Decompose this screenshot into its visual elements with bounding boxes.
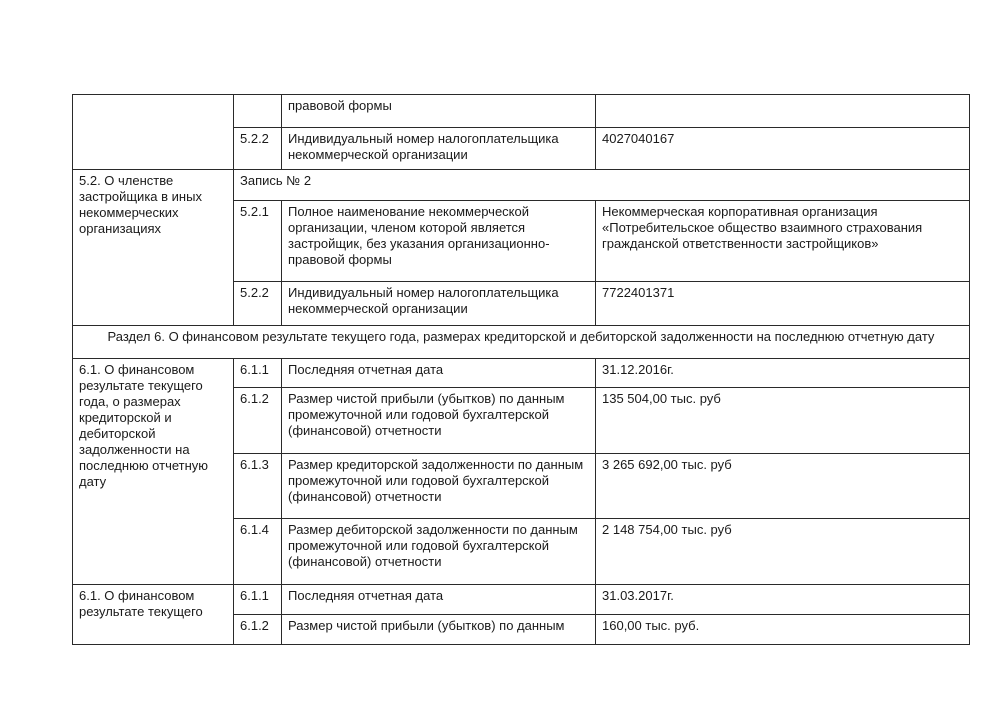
item-number: 6.1.2 — [234, 388, 282, 454]
item-number: 6.1.1 — [234, 585, 282, 615]
table-row — [73, 170, 970, 201]
item-label: Размер чистой прибыли (убытков) по данным промежуточной или годовой бухгалтерской (финансовой) отчетности — [282, 388, 596, 454]
item-value: 4027040167 — [596, 128, 970, 170]
group-title-5-2: 5.2. О членстве застройщика в иных некоммерческих организациях — [73, 170, 234, 326]
item-number: 5.2.2 — [234, 128, 282, 170]
item-value: 2 148 754,00 тыс. руб — [596, 519, 970, 585]
item-label: Размер чистой прибыли (убытков) по данным — [282, 615, 596, 645]
table-row — [73, 326, 970, 359]
item-label: Индивидуальный номер налогоплательщика некоммерческой организации — [282, 128, 596, 170]
item-number: 6.1.1 — [234, 359, 282, 388]
item-number: 6.1.2 — [234, 615, 282, 645]
item-value: 31.03.2017г. — [596, 585, 970, 615]
item-label: правовой формы — [282, 95, 596, 128]
item-value: 3 265 692,00 тыс. руб — [596, 454, 970, 519]
item-value: 31.12.2016г. — [596, 359, 970, 388]
section-6-heading: Раздел 6. О финансовом результате текущего года, размерах кредиторской и дебиторской задолженности на последнюю отчетную дату — [73, 326, 970, 359]
record-title: Запись № 2 — [234, 170, 970, 201]
item-value: 135 504,00 тыс. руб — [596, 388, 970, 454]
item-label: Размер дебиторской задолженности по данным промежуточной или годовой бухгалтерской (финансовой) отчетности — [282, 519, 596, 585]
item-label: Последняя отчетная дата — [282, 585, 596, 615]
item-number — [234, 95, 282, 128]
item-number: 5.2.1 — [234, 201, 282, 282]
group-title-6-1: 6.1. О финансовом результате текущего года, о размерах кредиторской и дебиторской задолженности на последнюю отчетную дату — [73, 359, 234, 585]
table-row — [73, 359, 970, 388]
item-number: 5.2.2 — [234, 282, 282, 326]
group-title-6-1-second: 6.1. О финансовом результате текущего — [73, 585, 234, 645]
disclosure-table — [72, 94, 970, 645]
group-cell-empty — [73, 95, 234, 170]
item-number: 6.1.3 — [234, 454, 282, 519]
item-number: 6.1.4 — [234, 519, 282, 585]
item-label: Последняя отчетная дата — [282, 359, 596, 388]
item-value: 160,00 тыс. руб. — [596, 615, 970, 645]
table-row — [73, 585, 970, 615]
table-row — [73, 95, 970, 128]
item-value — [596, 95, 970, 128]
item-label: Полное наименование некоммерческой организации, членом которой является застройщик, без указания организационно-правовой формы — [282, 201, 596, 282]
item-label: Индивидуальный номер налогоплательщика некоммерческой организации — [282, 282, 596, 326]
item-value: Некоммерческая корпоративная организация «Потребительское общество взаимного страхования гражданской ответственности застройщиков» — [596, 201, 970, 282]
item-value: 7722401371 — [596, 282, 970, 326]
item-label: Размер кредиторской задолженности по данным промежуточной или годовой бухгалтерской (финансовой) отчетности — [282, 454, 596, 519]
